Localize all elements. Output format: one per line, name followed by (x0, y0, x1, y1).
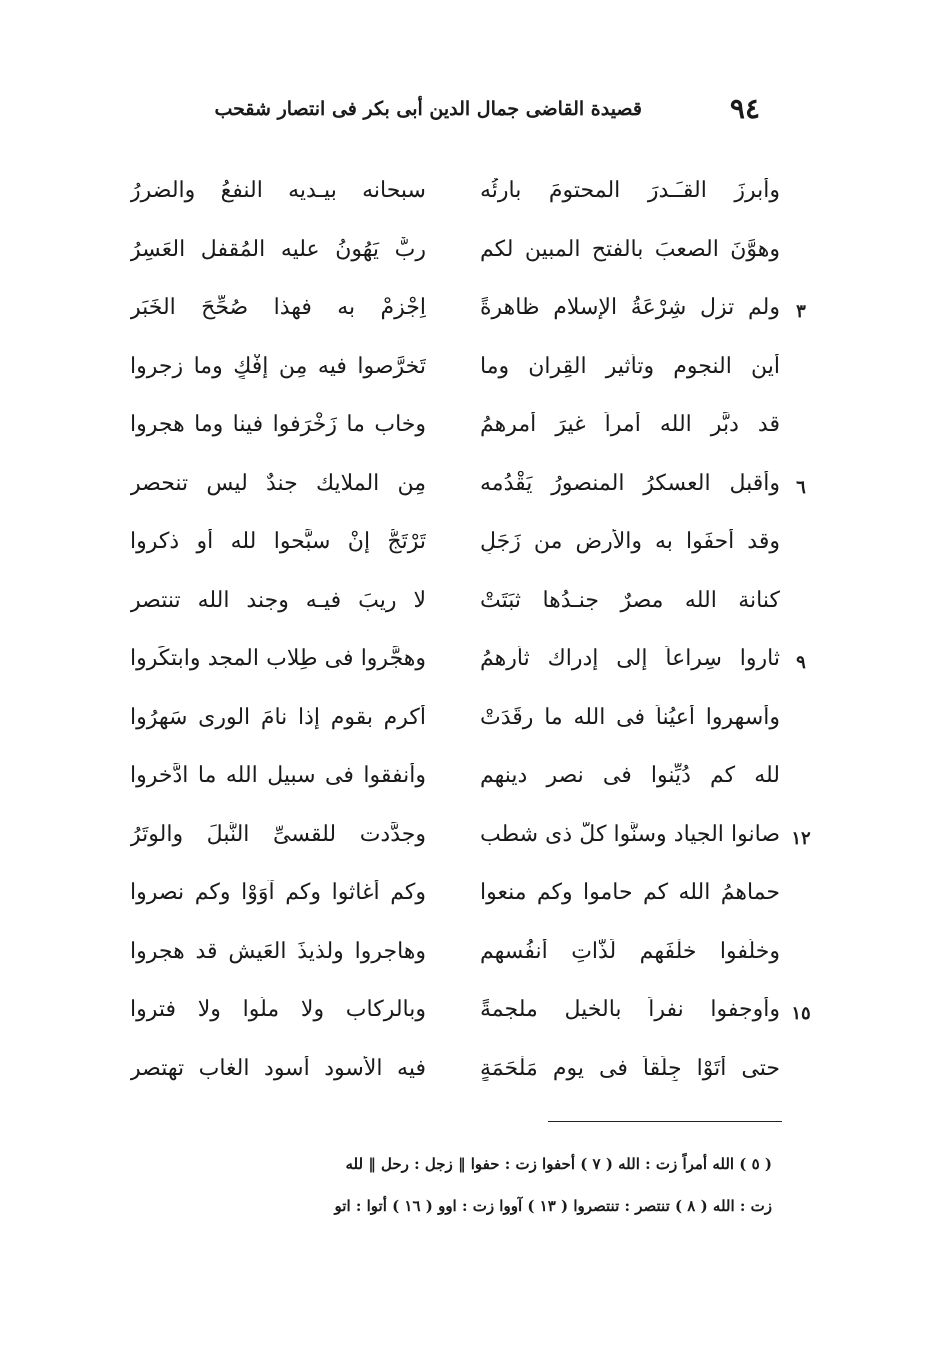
verse-line (100, 814, 820, 873)
footnotes (112, 1148, 772, 1232)
second-hemistich: تَخرَّصوا فيه مِن إفْكٍ وما زجروا (130, 353, 426, 379)
first-hemistich: وهوَّنَ الصعبَ بالفتح المبين لكم (480, 236, 780, 262)
verse-line (100, 521, 820, 580)
second-hemistich: وأنفقوا فى سبيل الله ما ادَّخروا (130, 763, 426, 788)
first-hemistich: وقد أحفَوا به والأرض من زَجَلٍ (480, 529, 780, 554)
verse-line (100, 1048, 820, 1107)
verse-line (100, 229, 820, 288)
verse-line (100, 638, 820, 697)
verse-number: ١٥ (791, 1003, 811, 1024)
page-number: ٩٤ (729, 92, 760, 125)
footnote-line: ( ٥ ) الله أمراً زت : الله ( ٧ ) أحفوا زت : حفوا ‖ زجل : رحل ‖ لله (345, 1155, 772, 1173)
verse-line (100, 755, 820, 814)
verse-line (100, 931, 820, 990)
verse-line (100, 346, 820, 405)
first-hemistich: كنانة الله مصرٌ جنـدُها ثبَتَتْ (480, 587, 780, 613)
verse-line (100, 170, 820, 229)
second-hemistich: وخاب ما زَخْرَفوا فينا وما هجروا (130, 412, 426, 437)
verse-line (100, 580, 820, 639)
second-hemistich: تَرْتَجُّ إنْ سبَّحوا لله أو ذكروا (130, 529, 426, 554)
first-hemistich: وأقبل العسكرُ المنصورُ يَقْدُمه (480, 470, 780, 496)
verse-line (100, 697, 820, 756)
second-hemistich: وجدَّدت للقسىِّ النَّبلَ والوتَرُ (130, 821, 426, 847)
first-hemistich: صانوا الجياد وسنَّوا كلَّ ذى شطب (480, 821, 780, 847)
footnote-divider (548, 1121, 782, 1122)
first-hemistich: أين النجوم وتأثير القِران وما (480, 353, 780, 379)
verse-number: ٣ (796, 301, 806, 322)
second-hemistich: مِن الملايك جندٌ ليس تنحصر (130, 470, 426, 496)
running-title: قصيدة القاضى جمال الدين أبى بكر فى انتصار شقحب (214, 98, 642, 120)
second-hemistich: وكم أغاثوا وكم آوَوْا وكم نصروا (130, 880, 426, 905)
verse-number: ٦ (796, 476, 806, 498)
first-hemistich: وخلَّفوا خلْفَهم لَذّاتِ أنفُسهم (480, 938, 780, 964)
second-hemistich: لا ريبَ فيـه وجند الله تنتصر (130, 587, 426, 613)
first-hemistich: لله كم دُيِّنوا فى نصر دينهم (480, 763, 780, 788)
second-hemistich: فيه الأُسود أسود الغاب تهتصر (130, 1055, 426, 1081)
first-hemistich: وأسهروا أعيُناً فى الله ما رقَدَتْ (480, 704, 780, 730)
second-hemistich: وهجَّروا فى طِلاب المجد وابتكَروا (130, 646, 426, 671)
poem-body (100, 170, 820, 1106)
second-hemistich: سبحانه بيـديه النفعُ والضررُ (130, 178, 426, 203)
first-hemistich: حماهمُ الله كم حاموا وكم منعوا (480, 880, 780, 905)
second-hemistich: أكرِم بقومٍ إذا نامَ الورى سَهِرُوا (130, 704, 426, 730)
second-hemistich: وهاجروا ولذيذَ العَيشِ قد هجروا (130, 938, 426, 964)
first-hemistich: وأبرزَ القـَـدرَ المحتومَ بارئُه (480, 178, 780, 203)
verse-line (100, 989, 820, 1048)
second-hemistich: اِجْزِمْ به فهذا صُحِّحَ الخَبَر (130, 295, 426, 320)
footnote-line: زت : الله ( ٨ ) تنتصر : تنتصروا ( ١٣ ) آووا زت : اوو ( ١٦ ) أتوا : اتو (334, 1197, 772, 1215)
first-hemistich: حتى أتَوْا جِلِّقاً فى يوم مَلْحَمَةٍ (480, 1055, 780, 1081)
second-hemistich: ربٌّ يَهُونُ عليه المُقفل العَسِرُ (130, 236, 426, 262)
verse-line (100, 404, 820, 463)
first-hemistich: قد دبَّر الله أمراً غيرَ أمرِهمُ (480, 412, 780, 437)
second-hemistich: وبالركاب ولا ملّوا ولا فتروا (130, 997, 426, 1022)
first-hemistich: وأوجفوا نفراً بالخيل ملجمةً (480, 997, 780, 1022)
verse-line (100, 872, 820, 931)
page-header (200, 92, 760, 132)
verse-number: ٩ (796, 652, 806, 673)
verse-number: ١٢ (791, 827, 811, 849)
verse-line (100, 463, 820, 522)
first-hemistich: ثاروا سِراعاً إلى إدراك ثأرِهمُ (480, 646, 780, 671)
first-hemistich: ولم تزل شِرْعَةُ الإسلام ظاهرةً (480, 295, 780, 320)
verse-line (100, 287, 820, 346)
